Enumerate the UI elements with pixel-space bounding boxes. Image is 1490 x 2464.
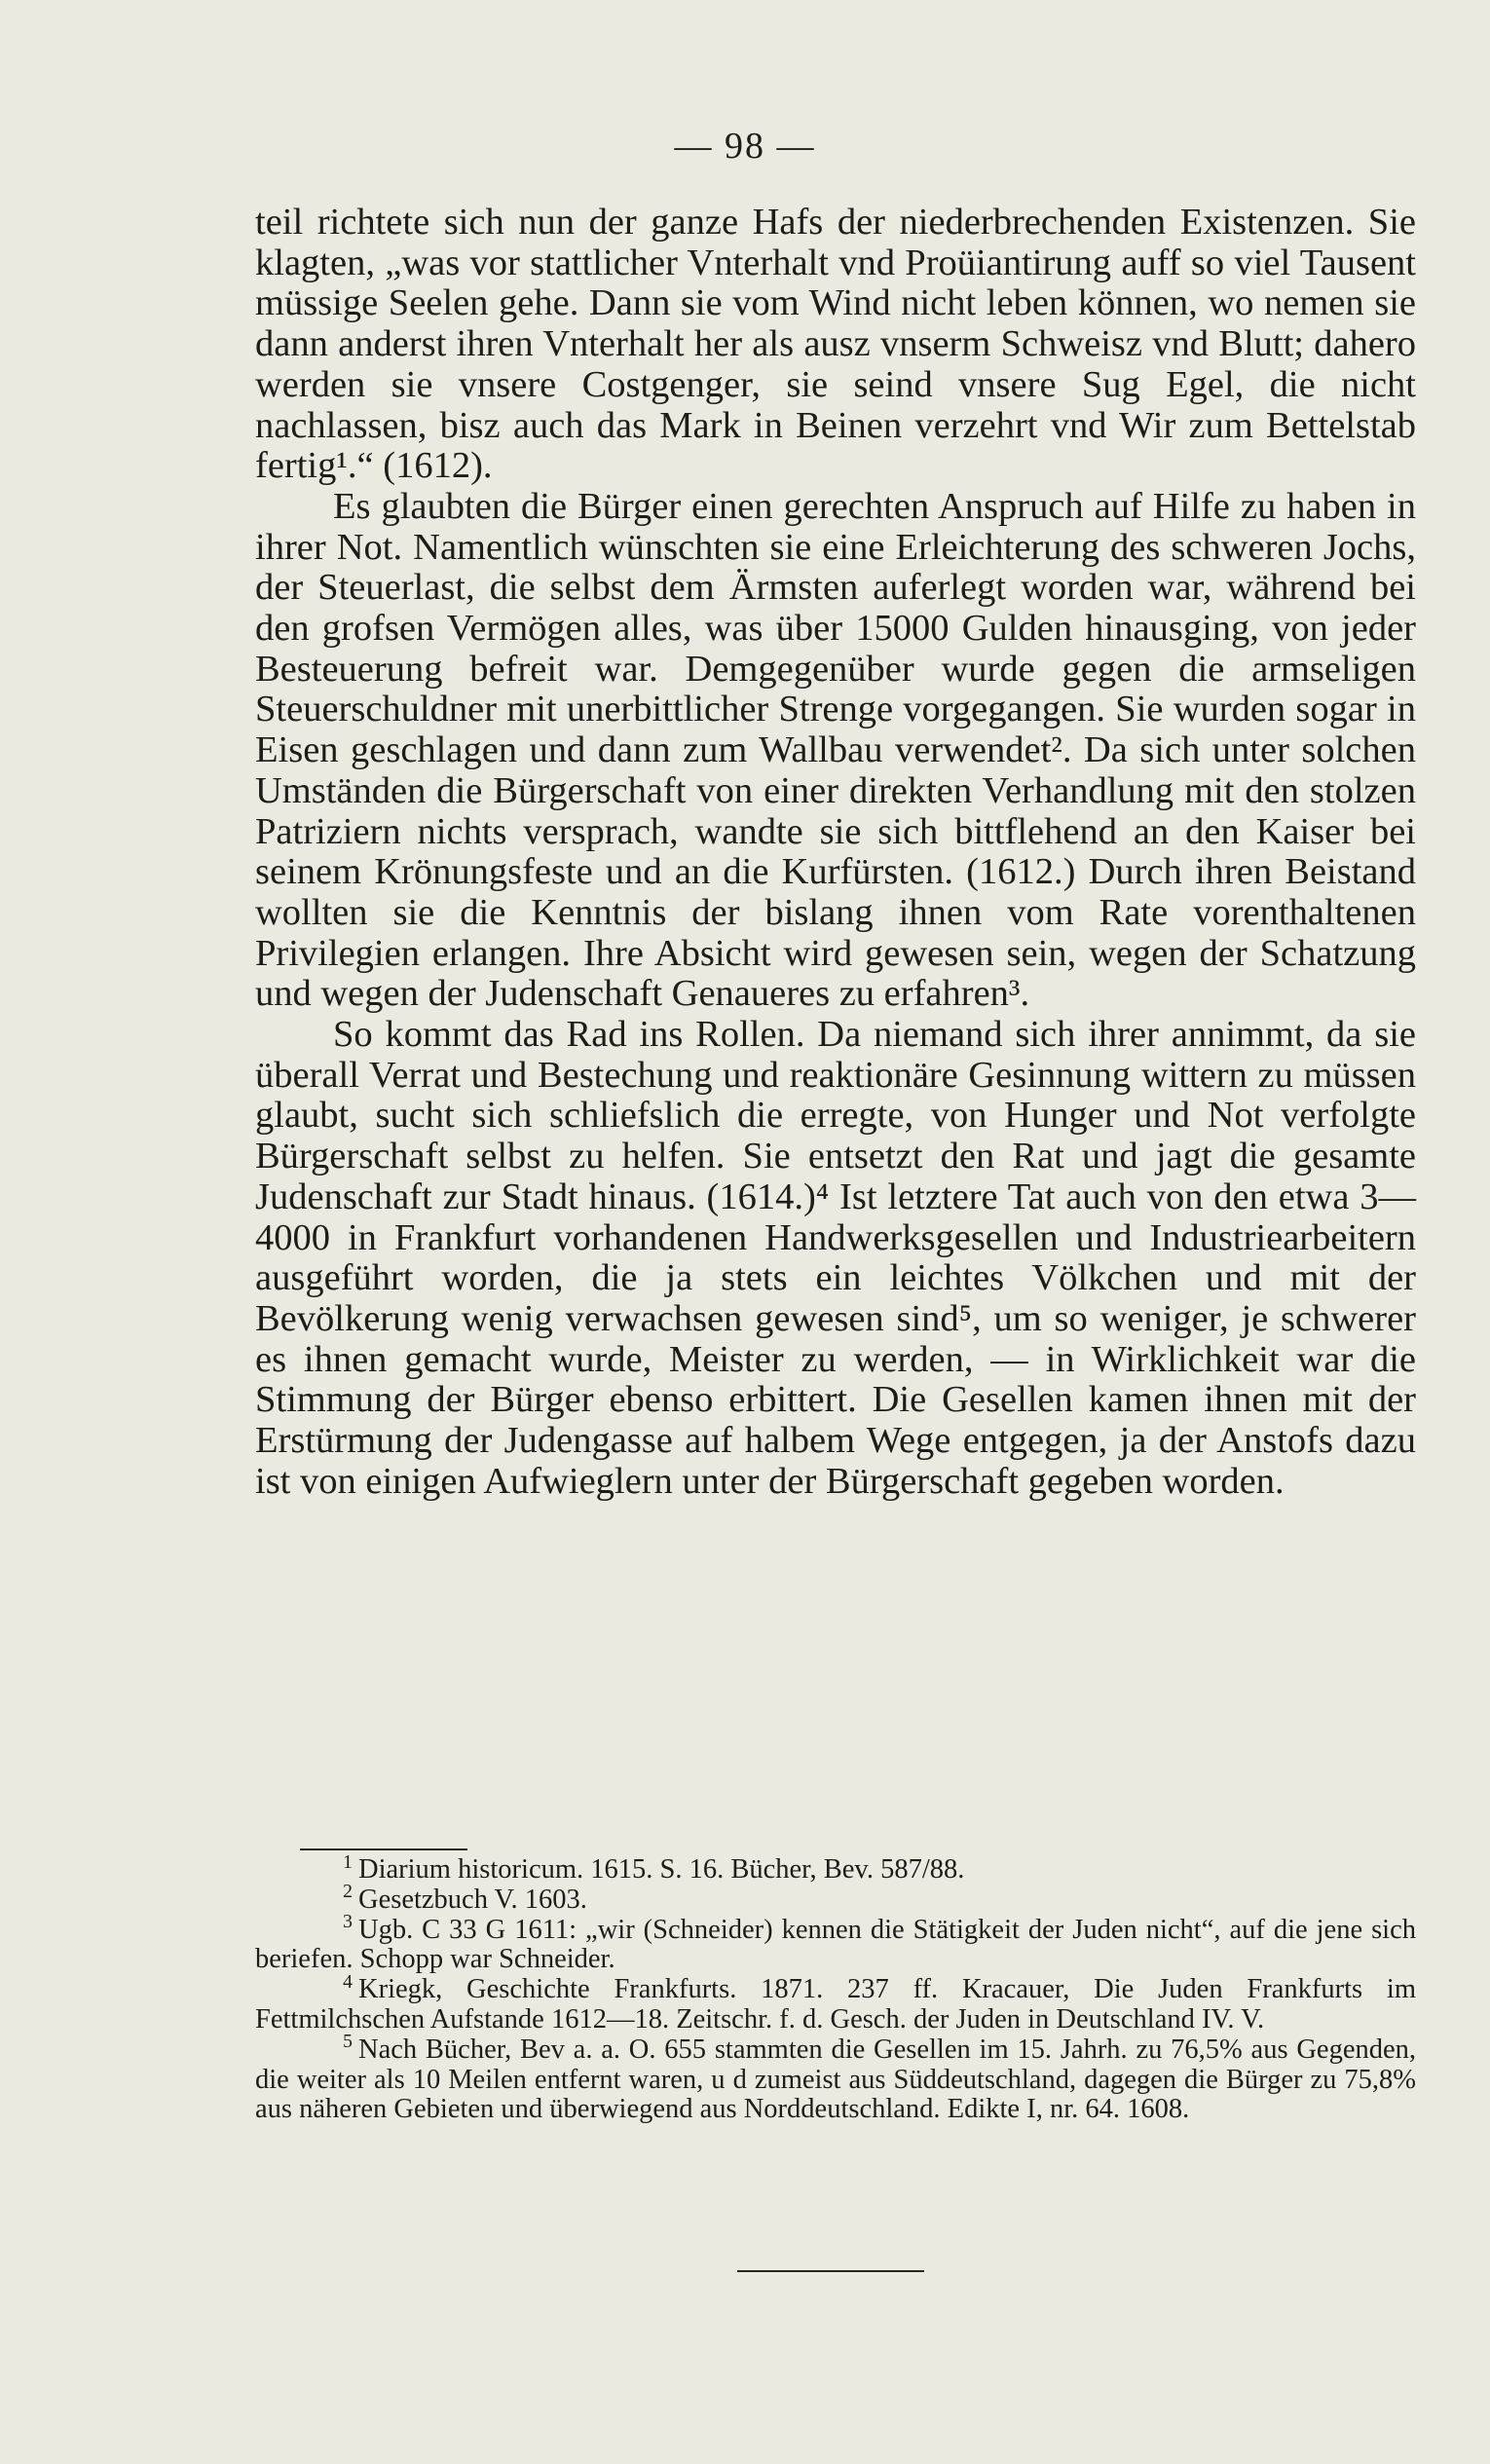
footnote-text: Gesetzbuch V. 1603. bbox=[358, 1884, 587, 1915]
footnote-text: Nach Bücher, Bev a. a. O. 655 stammten die Gesellen im 15. Jahrh. zu 76,5% aus Gegenden, die weiter als 10 Meilen entfernt waren, u d zumeist aus Süddeutschland, dagegen die Bürger zu 75,8% aus näheren Gebieten und überwiegend aus Norddeutschland. Edikte I, nr. 64. 1608. bbox=[255, 2034, 1416, 2125]
main-text bbox=[255, 203, 1416, 1503]
page-number: — 98 — bbox=[674, 126, 816, 167]
footnote-mark: 5 bbox=[343, 2031, 353, 2053]
footnote-text: Kriegk, Geschichte Frankfurts. 1871. 237 ff. Kracauer, Die Juden Frankfurts im Fettmilchschen Aufstande 1612—18. Zeitschr. f. d. Gesch. der Juden in Deutschland IV. V. bbox=[255, 1974, 1416, 2035]
footnote-mark: 1 bbox=[343, 1850, 353, 1873]
footnote-mark: 2 bbox=[343, 1881, 353, 1903]
footnote-text: Diarium historicum. 1615. S. 16. Bücher, Bev. 587/88. bbox=[358, 1854, 965, 1885]
end-rule bbox=[737, 2270, 924, 2272]
footnotes bbox=[255, 1850, 1416, 2125]
footnote-4 bbox=[255, 1970, 1416, 2035]
footnote-separator bbox=[300, 1848, 467, 1850]
footnote-5 bbox=[255, 2031, 1416, 2125]
footnote-2 bbox=[255, 1881, 1416, 1916]
footnote-mark: 3 bbox=[343, 1911, 353, 1933]
footnote-1 bbox=[255, 1850, 1416, 1885]
paragraph-2: Es glaubten die Bürger einen gerechten Anspruch auf Hilfe zu haben in ihrer Not. Namentlich wünschten sie eine Erleichterung des schweren Jochs, der Steuerlast, die selbst dem Ärmsten auferlegt worden war, während bei den grofsen Vermögen alles, was über 15000 Gulden hinausging, von jeder Besteuerung befreit war. Demgegenüber wurde gegen die armseligen Steuerschuldner mit unerbittlicher Strenge vorgegangen. Sie wurden sogar in Eisen geschlagen und dann zum Wallbau verwendet². Da sich unter solchen Umständen die Bürgerschaft von einer direkten Verhandlung mit den stolzen Patriziern nichts versprach, wandte sie sich bittflehend an den Kaiser bei seinem Krönungsfeste und an die Kurfürsten. (1612.) Durch ihren Beistand wollten sie die Kenntnis der bislang ihnen vom Rate vorenthaltenen Privilegien erlangen. Ihre Absicht wird gewesen sein, wegen der Schatzung und wegen der Judenschaft Genaueres zu erfahren³. bbox=[255, 485, 1416, 1015]
paragraph-3: So kommt das Rad ins Rollen. Da niemand sich ihrer annimmt, da sie überall Verrat und Bestechung und reaktionäre Gesinnung wittern zu müssen glaubt, sucht sich schliefslich die erregte, von Hunger und Not verfolgte Bürgerschaft selbst zu helfen. Sie entsetzt den Rat und jagt die gesamte Judenschaft zur Stadt hinaus. (1614.)⁴ Ist letztere Tat auch von den etwa 3—4000 in Frankfurt vorhandenen Handwerksgesellen und Industriearbeitern ausgeführt worden, die ja stets ein leichtes Völkchen und mit der Bevölkerung wenig verwachsen gewesen sind⁵, um so weniger, je schwerer es ihnen gemacht wurde, Meister zu werden, — in Wirklichkeit war die Stimmung der Bürger ebenso erbittert. Die Gesellen kamen ihnen mit der Erstürmung der Judengasse auf halbem Wege entgegen, ja der Anstofs dazu ist von einigen Aufwieglern unter der Bürgerschaft gegeben worden. bbox=[255, 1014, 1416, 1502]
paragraph-1: teil richtete sich nun der ganze Hafs der niederbrechenden Existenzen. Sie klagten, „was vor stattlicher Vnterhalt vnd Proüiantirung auff so viel Tausent müssige Seelen gehe. Dann sie vom Wind nicht leben können, wo nemen sie dann anderst ihren Vnterhalt her als ausz vnserm Schweisz vnd Blutt; dahero werden sie vnsere Costgenger, sie seind vnsere Sug Egel, die nicht nachlassen, bisz auch das Mark in Beinen verzehrt vnd Wir zum Bettelstab fertig¹.“ (1612). bbox=[255, 202, 1416, 487]
footnote-3 bbox=[255, 1911, 1416, 1976]
footnote-text: Ugb. C 33 G 1611: „wir (Schneider) kennen die Stätigkeit der Juden nicht“, auf die jene sich beriefen. Schopp war Schneider. bbox=[255, 1914, 1416, 1975]
footnote-mark: 4 bbox=[343, 1970, 353, 1993]
